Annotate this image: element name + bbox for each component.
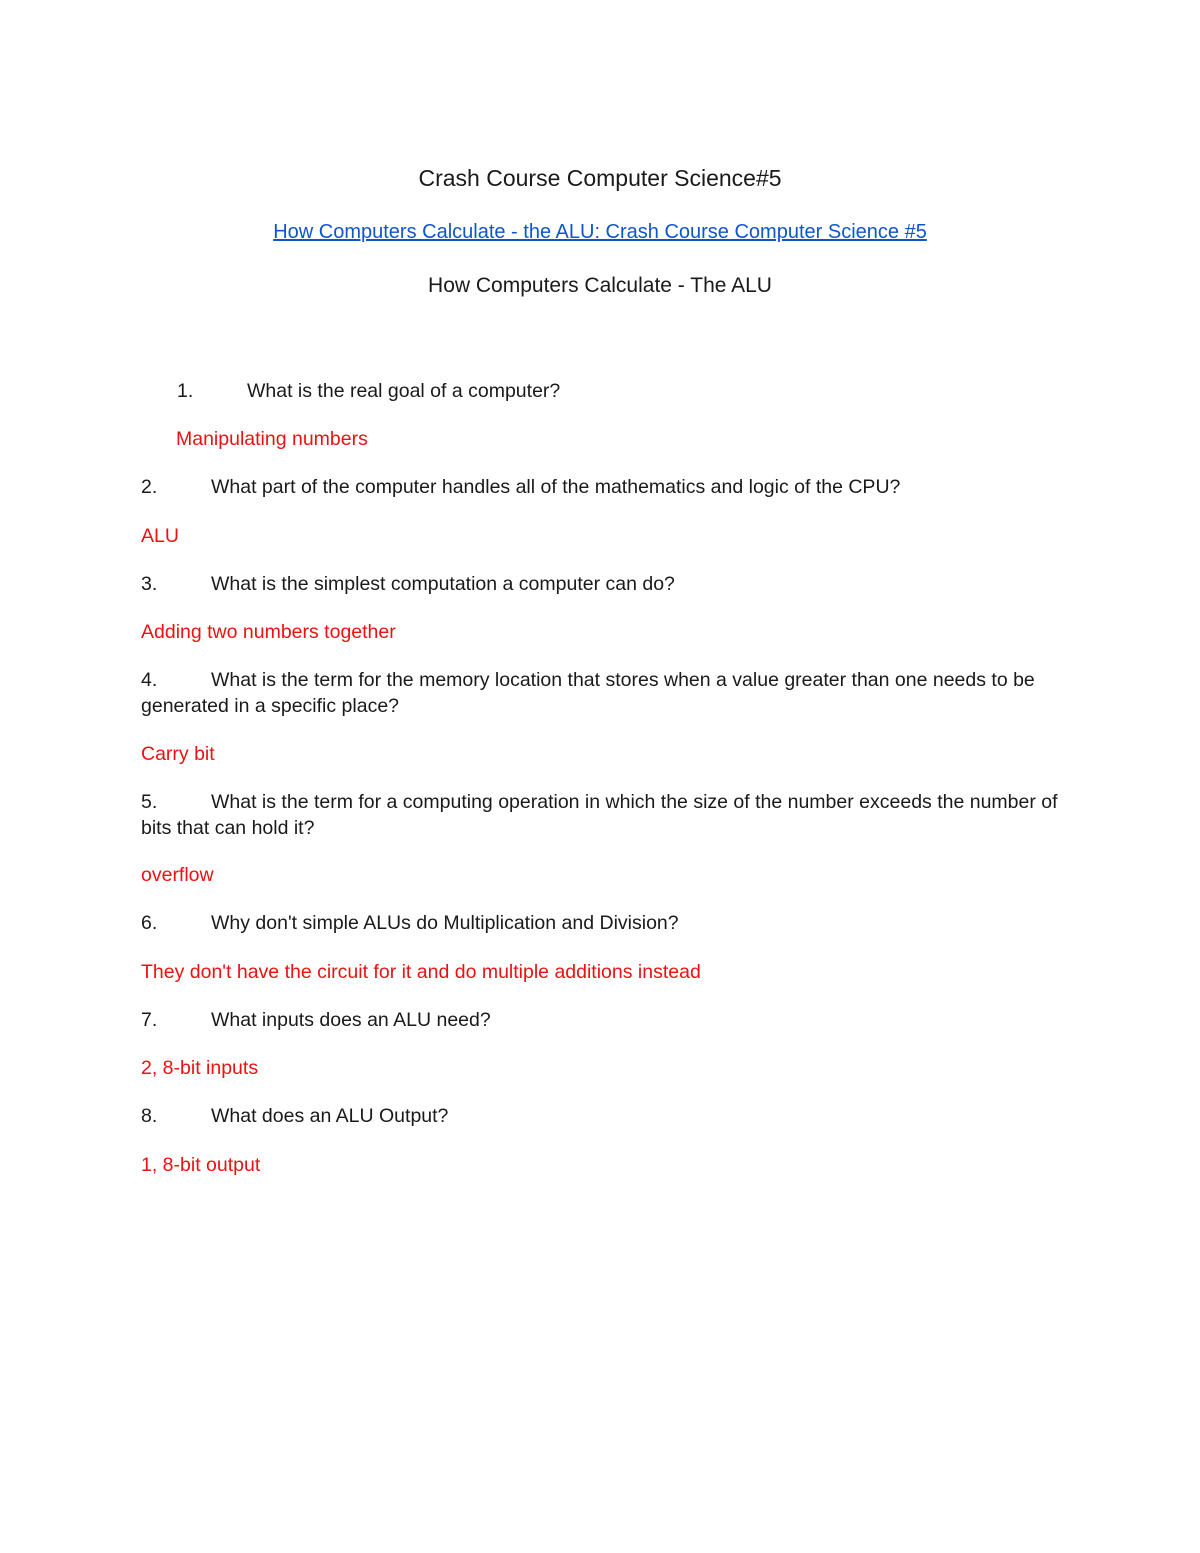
question-7: [141, 1007, 1061, 1033]
question-number: 1.: [177, 380, 194, 402]
question-text: What is the simplest computation a computer can do?: [211, 573, 675, 595]
question-3: [141, 571, 1061, 597]
answer-7: 2, 8-bit inputs: [141, 1057, 259, 1079]
question-number: 8.: [141, 1105, 158, 1127]
question-number: 6.: [141, 912, 158, 934]
answer-1: Manipulating numbers: [176, 428, 368, 450]
question-1: [177, 378, 1097, 404]
answer-5: overflow: [141, 864, 214, 886]
question-4: [141, 667, 1061, 719]
question-text: Why don't simple ALUs do Multiplication and Division?: [211, 912, 679, 934]
question-text: What is the term for the memory location that stores when a value greater than one needs to be generated in a specific place?: [141, 669, 1035, 717]
question-number: 7.: [141, 1009, 158, 1031]
question-number: 5.: [141, 791, 158, 813]
answer-8: 1, 8-bit output: [141, 1154, 261, 1176]
document-title: Crash Course Computer Science#5: [418, 165, 782, 191]
question-6: [141, 910, 1061, 936]
question-text: What is the term for a computing operation in which the size of the number exceeds the number of bits that can hold it?: [141, 791, 1058, 839]
question-number: 2.: [141, 476, 158, 498]
answer-3: Adding two numbers together: [141, 621, 396, 643]
document-subtitle: How Computers Calculate - The ALU: [428, 274, 772, 297]
question-8: [141, 1103, 1061, 1129]
question-text: What part of the computer handles all of the mathematics and logic of the CPU?: [211, 476, 901, 498]
question-number: 3.: [141, 573, 158, 595]
question-5: [141, 789, 1061, 841]
answer-6: They don't have the circuit for it and do multiple additions instead: [141, 961, 701, 983]
question-number: 4.: [141, 669, 158, 691]
answer-2: ALU: [141, 525, 179, 547]
question-text: What inputs does an ALU need?: [211, 1009, 491, 1031]
video-link[interactable]: How Computers Calculate - the ALU: Crash Course Computer Science #5: [273, 221, 927, 243]
question-text: What is the real goal of a computer?: [247, 380, 561, 402]
answer-4: Carry bit: [141, 743, 215, 765]
question-text: What does an ALU Output?: [211, 1105, 449, 1127]
question-2: [141, 474, 1061, 500]
video-link-line: [0, 219, 1200, 245]
